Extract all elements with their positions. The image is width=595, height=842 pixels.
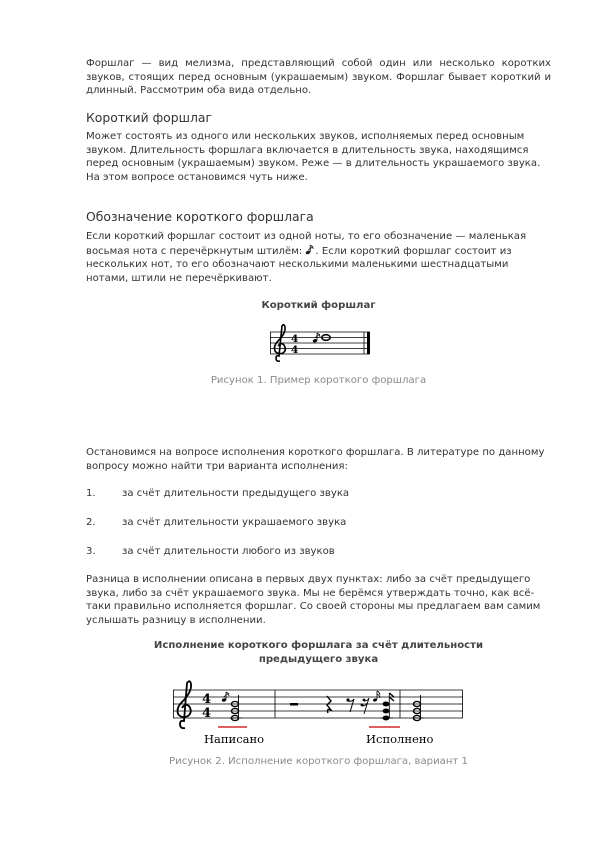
heading-short-grace-notation: Обозначение короткого форшлага bbox=[86, 209, 314, 224]
difference-paragraph: Разница в исполнении описана в первых двух пунктах: либо за счёт предыдущего звука, либо за счёт украшаемого звука. Мы не берёмся утверждать точно, как всё-таки правильно исполняется форшлаг. Со своей стороны мы предлагаем вам самим услышать разницу в исполнении. bbox=[86, 574, 541, 626]
figure1-caption: Рисунок 1. Пример короткого форшлага bbox=[210, 375, 427, 386]
figure1-time-top: 4 bbox=[291, 333, 299, 345]
chord-icon bbox=[229, 695, 242, 721]
figure2-staff bbox=[173, 678, 465, 748]
figure1-time-bottom: 4 bbox=[291, 344, 299, 356]
short-grace-note-paragraph: Может состоять из одного или нескольких звуков, исполняемых перед основным звуком. Длительность форшлага включается в длительность звука, находящимся перед основным (украшаемым) звуком. Реже — в длительность украшаемого звука. На этом вопросе остановимся чуть ниже. bbox=[86, 131, 541, 183]
quarter-rest-icon bbox=[327, 696, 331, 713]
chord-icon bbox=[411, 695, 424, 721]
notation-text-part1: Если короткий форшлаг состоит из одной ноты, то его обозначение — маленькая восьмая нота с перечёркнутым штилём: bbox=[86, 231, 527, 257]
sixteenth-rest-icon bbox=[361, 698, 369, 714]
label-written: Написано bbox=[204, 732, 265, 746]
eighth-rest-icon bbox=[346, 698, 354, 712]
figure1-staff bbox=[270, 323, 375, 365]
notation-paragraph bbox=[86, 230, 551, 285]
half-rest-icon bbox=[290, 703, 298, 706]
grace-note-icon bbox=[312, 333, 320, 343]
list-item: 2. за счёт длительности украшаемого звука bbox=[86, 517, 347, 528]
notation-text-part2: . Если короткий форшлаг состоит из нескольких нот, то его обозначают несколькими маленькими шестнадцатыми нотами, штили не перечёркивают. bbox=[86, 245, 512, 284]
label-performed: Исполнено bbox=[366, 732, 434, 746]
list-item: 3. за счёт длительности любого из звуков bbox=[86, 546, 335, 557]
figure2-title: Исполнение короткого форшлага за счёт длительности предыдущего звука bbox=[153, 640, 484, 665]
figure2-time-top: 4 bbox=[202, 692, 212, 707]
acciaccatura-icon bbox=[305, 244, 315, 255]
heading-short-grace-note: Короткий форшлаг bbox=[86, 110, 212, 125]
performance-paragraph: Остановимся на вопросе исполнения короткого форшлага. В литературе по данному вопросу можно найти три варианта исполнения: bbox=[86, 447, 545, 472]
figure2-caption: Рисунок 2. Исполнение короткого форшлага, вариант 1 bbox=[169, 756, 468, 767]
sixteenth-note-icon bbox=[373, 691, 380, 702]
figure2-time-bottom: 4 bbox=[202, 706, 212, 721]
figure1-title: Короткий форшлаг bbox=[261, 300, 376, 311]
list-item: 1. за счёт длительности предыдущего звука bbox=[86, 488, 350, 499]
treble-clef-icon bbox=[178, 681, 192, 728]
intro-paragraph: Форшлаг — вид мелизма, представляющий собой один или несколько коротких звуков, стоящих перед основным (украшаемым) звуком. Форшлаг бывает короткий и длинный. Рассмотрим оба вида отдельно. bbox=[86, 58, 551, 97]
